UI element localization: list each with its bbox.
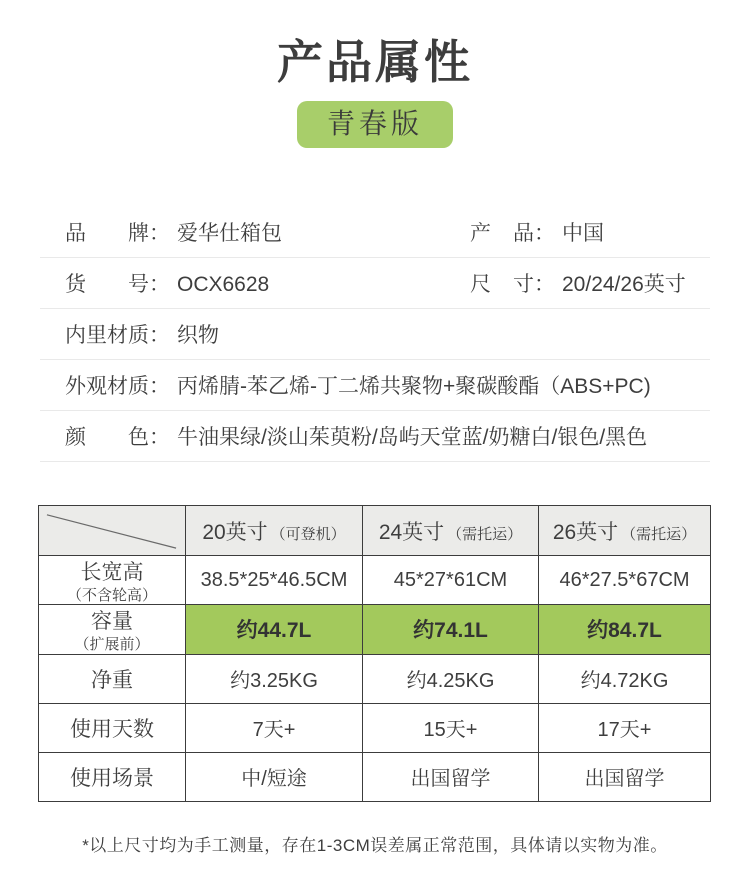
colors-field bbox=[65, 421, 647, 451]
size-label: 尺寸 bbox=[470, 273, 534, 296]
table-cell: 15天+ bbox=[363, 703, 539, 752]
page-title: 产品属性 bbox=[277, 36, 473, 88]
row-header bbox=[39, 605, 186, 654]
size-comparison-table bbox=[38, 505, 711, 802]
info-row-brand-origin bbox=[40, 207, 710, 258]
edition-badge: 青春版 bbox=[297, 101, 453, 148]
row-label: 容量 bbox=[91, 610, 133, 634]
table-cell: 约4.25KG bbox=[363, 654, 539, 703]
table-cell: 46*27.5*67CM bbox=[539, 556, 711, 605]
column-header-20inch bbox=[186, 506, 363, 556]
column-note: （可登机） bbox=[270, 525, 346, 543]
measurement-disclaimer: *以上尺寸均为手工测量，存在1-3CM误差属正常范围，具体请以实物为准。 bbox=[82, 835, 668, 855]
table-row-weight bbox=[39, 654, 711, 703]
product-info-list bbox=[40, 207, 710, 462]
row-label: 长宽高 bbox=[80, 561, 144, 584]
brand-value: 爱华仕箱包 bbox=[177, 222, 282, 245]
table-row-capacity bbox=[39, 605, 711, 654]
info-row-lining bbox=[40, 309, 710, 360]
origin-value: 中国 bbox=[562, 222, 604, 245]
column-size: 24英寸 bbox=[378, 520, 445, 544]
table-cell-highlighted: 约44.7L bbox=[186, 605, 363, 654]
column-header-24inch bbox=[363, 506, 539, 556]
origin-label: 产品 bbox=[470, 222, 534, 245]
colon: ： bbox=[149, 222, 170, 245]
table-cell: 约3.25KG bbox=[186, 654, 363, 703]
brand-field bbox=[65, 217, 470, 247]
row-header: 净重 bbox=[39, 654, 186, 703]
row-header: 使用场景 bbox=[39, 752, 186, 801]
table-cell: 7天+ bbox=[186, 703, 363, 752]
table-row-usage-scenario bbox=[39, 752, 711, 801]
table-header-row bbox=[39, 506, 711, 556]
colon: ： bbox=[534, 222, 555, 245]
badge-row bbox=[0, 101, 750, 148]
lining-value: 织物 bbox=[177, 324, 219, 347]
colors-value: 牛油果绿/淡山茱萸粉/岛屿天堂蓝/奶糖白/银色/黑色 bbox=[177, 426, 648, 449]
shell-value: 丙烯腈-苯乙烯-丁二烯共聚物+聚碳酸酯（ABS+PC) bbox=[177, 375, 651, 398]
size-value: 20/24/26英寸 bbox=[562, 273, 686, 296]
size-field bbox=[470, 268, 686, 298]
table-cell: 中/短途 bbox=[186, 752, 363, 801]
row-sublabel: （扩展前） bbox=[74, 636, 150, 654]
table-row-usage-days bbox=[39, 703, 711, 752]
shell-field bbox=[65, 370, 651, 400]
brand-label: 品牌 bbox=[65, 222, 149, 245]
table-cell: 出国留学 bbox=[539, 752, 711, 801]
column-size: 26英寸 bbox=[552, 520, 619, 544]
origin-field bbox=[470, 217, 604, 247]
lining-label: 内里材质 bbox=[65, 324, 149, 347]
colon: ： bbox=[149, 324, 170, 347]
column-header-26inch bbox=[539, 506, 711, 556]
colon: ： bbox=[149, 273, 170, 296]
column-size: 20英寸 bbox=[202, 520, 268, 544]
item-no-field bbox=[65, 268, 470, 298]
colon: ： bbox=[149, 426, 170, 449]
lining-field bbox=[65, 319, 219, 349]
table-cell-highlighted: 约84.7L bbox=[539, 605, 711, 654]
info-row-shell bbox=[40, 360, 710, 411]
info-row-colors bbox=[40, 411, 710, 462]
colon: ： bbox=[149, 375, 170, 398]
table-cell: 出国留学 bbox=[363, 752, 539, 801]
table-cell: 17天+ bbox=[539, 703, 711, 752]
shell-label: 外观材质 bbox=[65, 375, 149, 398]
row-sublabel: （不含轮高） bbox=[66, 587, 157, 604]
colors-label: 颜色 bbox=[65, 426, 149, 449]
colon: ： bbox=[534, 273, 555, 296]
item-no-value: OCX6628 bbox=[177, 273, 270, 296]
table-corner-cell bbox=[39, 506, 186, 556]
table-row-dimensions bbox=[39, 556, 711, 605]
diagonal-line bbox=[39, 506, 185, 555]
row-header: 使用天数 bbox=[39, 703, 186, 752]
item-no-label: 货号 bbox=[65, 273, 149, 296]
column-note: （需托运） bbox=[621, 525, 697, 543]
table-cell: 45*27*61CM bbox=[363, 556, 539, 605]
table-cell: 38.5*25*46.5CM bbox=[186, 556, 363, 605]
row-header bbox=[39, 556, 186, 605]
table-cell: 约4.72KG bbox=[539, 654, 711, 703]
table-cell-highlighted: 约74.1L bbox=[363, 605, 539, 654]
info-row-itemno-size bbox=[40, 258, 710, 309]
column-note: （需托运） bbox=[447, 525, 523, 543]
